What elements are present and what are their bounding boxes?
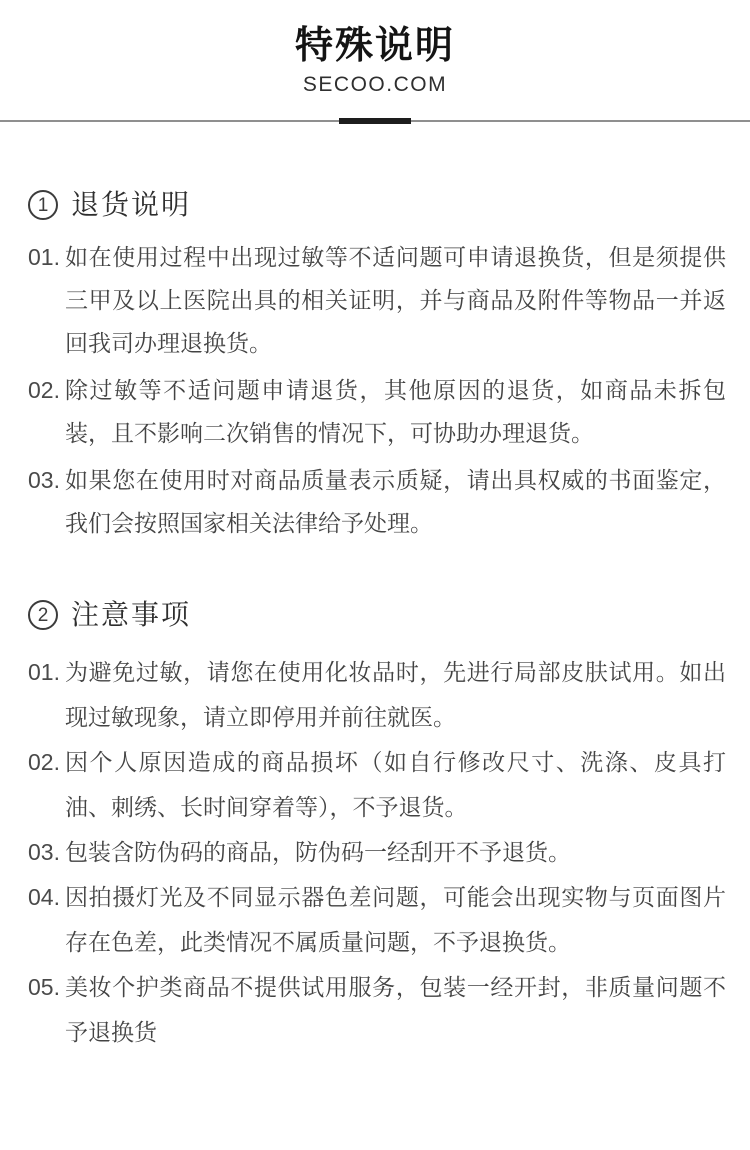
item-text: 如果您在使用时对商品质量表示质疑，请出具权威的书面鉴定，我们会按照国家相关法律给予处理。	[65, 467, 726, 536]
item-text: 为避免过敏，请您在使用化妆品时，先进行局部皮肤试用。如出现过敏现象，请立即停用并前往就医。	[65, 659, 726, 730]
section-title: 注意事项	[71, 599, 192, 630]
item-number: 03.	[28, 839, 60, 865]
section-precautions	[28, 598, 726, 1055]
item-number: 04.	[28, 884, 60, 910]
page-header	[0, 0, 750, 97]
list-item	[28, 236, 726, 365]
section-return-policy	[28, 188, 726, 545]
item-text: 因拍摄灯光及不同显示器色差问题，可能会出现实物与页面图片存在色差，此类情况不属质量问题，不予退换货。	[65, 884, 726, 955]
item-text: 除过敏等不适问题申请退货，其他原因的退货，如商品未拆包装，且不影响二次销售的情况下，可协助办理退货。	[65, 377, 726, 446]
item-text: 包装含防伪码的商品，防伪码一经刮开不予退货。	[65, 839, 571, 865]
content-area	[0, 188, 750, 1055]
item-text: 如在使用过程中出现过敏等不适问题可申请退换货，但是须提供三甲及以上医院出具的相关证明，并与商品及附件等物品一并返回我司办理退换货。	[65, 244, 726, 356]
section-title: 退货说明	[71, 189, 192, 220]
item-number: 01.	[28, 244, 60, 270]
list-item	[28, 740, 726, 830]
item-number: 03.	[28, 467, 60, 493]
brand-text: SECOO.COM	[302, 73, 448, 96]
list-item	[28, 369, 726, 455]
circled-number-1-badge: 1	[28, 190, 58, 220]
item-text: 因个人原因造成的商品损坏（如自行修改尺寸、洗涤、皮具打油、刺绣、长时间穿着等），不予退货。	[65, 749, 726, 820]
circled-number-2-badge: 2	[28, 600, 58, 630]
precautions-heading	[28, 598, 726, 632]
list-item	[28, 459, 726, 545]
precautions-list	[28, 650, 726, 1055]
item-number: 05.	[28, 974, 60, 1000]
list-item	[28, 650, 726, 740]
list-item	[28, 875, 726, 965]
item-number: 02.	[28, 749, 60, 775]
item-text: 美妆个护类商品不提供试用服务，包装一经开封，非质量问题不予退换货	[65, 974, 726, 1045]
list-item	[28, 830, 726, 875]
return-policy-heading	[28, 188, 726, 222]
divider-accent-bar	[339, 118, 411, 124]
return-policy-list	[28, 236, 726, 545]
item-number: 02.	[28, 377, 60, 403]
item-number: 01.	[28, 659, 60, 685]
header-divider	[0, 118, 750, 124]
list-item	[28, 965, 726, 1055]
page-title: 特殊说明	[294, 25, 455, 67]
